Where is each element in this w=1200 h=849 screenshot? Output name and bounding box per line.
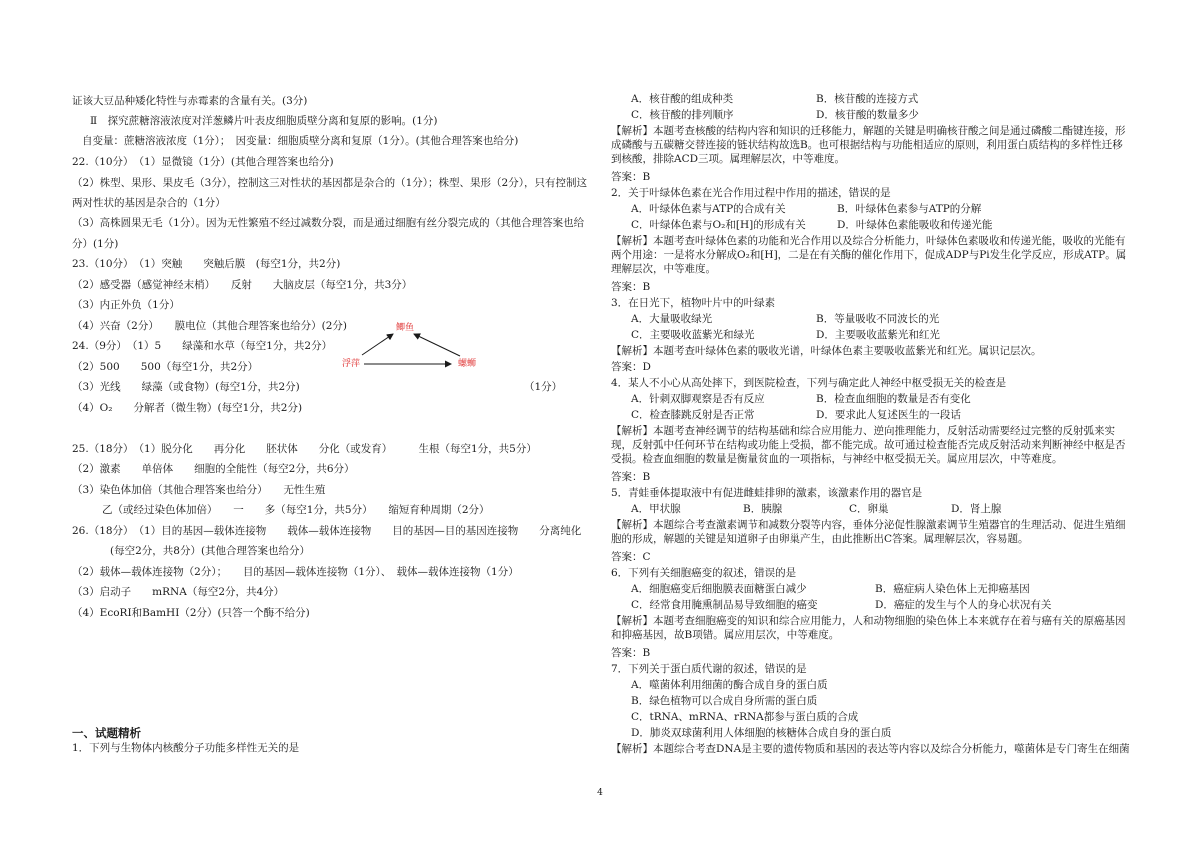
text-line: （3）光线 绿藻（或食物）(每空1分，共2分) — [72, 381, 300, 393]
analysis-text: 【解析】本题综合考查激素调节和减数分裂等内容，垂体分泌促性腺激素调节生殖器官的生理活动、促进生殖细胞的形成，解题的关键是知道卵子由卵巢产生，由此推断出C答案。属理解层次，容易题。 — [611, 519, 1126, 546]
analysis-text: 【解析】本题考查核酸的结构内容和知识的迁移能力，解题的关键是明确核苷酸之间是通过磷酸二酯键连接，形成磷酸与五碳糖交替连接的链状结构故选B。也可根据结构与功能相适应的原则，利用蛋白质结构的多样性迁移到核酸，排除ACD三项。属理解层次，中等难度。 — [611, 125, 1126, 166]
text-line: （2）500 500（每空1分，共2分） — [72, 361, 259, 373]
text-line: 22.（10分） （1）显微镜（1分）(其他合理答案也给分) — [72, 156, 334, 168]
option-text: C．检查膝跳反射是否正常 — [631, 409, 755, 421]
option-text: D．主要吸收蓝紫光和红光 — [816, 329, 940, 341]
text-line: Ⅱ 探究蔗糖溶液浓度对洋葱鳞片叶表皮细胞质壁分离和复原的影响。(1分) — [90, 115, 438, 127]
text-line: 两对性状的基因是杂合的（1分） — [72, 197, 226, 209]
option-text: A．噬菌体利用细菌的酶合成自身的蛋白质 — [631, 679, 828, 691]
arrow-left-to-top — [362, 334, 393, 355]
option-text: C．tRNA、mRNA、rRNA都参与蛋白质的合成 — [631, 711, 859, 723]
option-text: A．甲状腺 — [631, 503, 681, 515]
option-text: C．卵巢 — [849, 503, 889, 515]
text-line: 24.（9分） （1）5 绿藻和水草（每空1分，共2分） — [72, 340, 333, 352]
question-text: 3．在日光下，植物叶片中的叶绿素 — [611, 297, 776, 309]
page-number: 4 — [597, 788, 603, 798]
text-line: （3）启动子 mRNA（每空2分，共4分） — [72, 586, 285, 598]
option-text: D．要求此人复述医生的一段话 — [816, 409, 961, 421]
text-line: 自变量：蔗糖溶液浓度（1分）； 因变量：细胞质壁分离和复原（1分）。(其他合理答案也给分) — [82, 135, 519, 147]
text-line: （3）内正外负（1分） — [72, 299, 180, 311]
answer-text: 答案：B — [611, 281, 651, 293]
diagram-label-right: 螺蛳 — [458, 359, 477, 369]
answer-text: 答案：B — [611, 471, 651, 483]
text-line: 分）(1分) — [72, 238, 119, 250]
option-text: D．核苷酸的数量多少 — [816, 109, 919, 121]
text-line: 乙（或经过染色体加倍） 一 多（每空1分，共5分） 缩短育种周期（2分） — [102, 504, 490, 516]
text-line: （2）激素 单倍体 细胞的全能性（每空2分，共6分） — [72, 463, 355, 475]
option-text: A．叶绿体色素与ATP的合成有关 — [631, 203, 786, 215]
section-heading: 一、试题精析 — [72, 726, 141, 740]
option-text: B．绿色植物可以合成自身所需的蛋白质 — [631, 695, 818, 707]
option-text: C．经常食用腌熏制品易导致细胞的癌变 — [631, 599, 818, 611]
question-text: 2．关于叶绿体色素在光合作用过程中作用的描述，错误的是 — [611, 187, 891, 199]
text-line: （4）兴奋（2分） 膜电位（其他合理答案也给分）(2分) — [72, 320, 347, 332]
text-line: （2）感受器（感觉神经末梢） 反射 大脑皮层（每空1分，共3分） — [72, 279, 413, 291]
text-line: 23.（10分） （1）突触 突触后膜 (每空1分，共2分) — [72, 258, 341, 270]
option-text: C．核苷酸的排列顺序 — [631, 109, 734, 121]
text-line: （1分） — [524, 381, 563, 393]
text-line: （4）O₂ 分解者（微生物）(每空1分，共2分) — [72, 402, 303, 414]
question-text: 6．下列有关细胞癌变的叙述，错误的是 — [611, 567, 797, 579]
text-line: （4）EcoRI和BamHI（2分）(只答一个酶不给分) — [72, 607, 310, 619]
question-text: 5．青蛙垂体提取液中有促进雌蛙排卵的激素，该激素作用的器官是 — [611, 487, 923, 499]
analysis-text: 【解析】本题考查叶绿体色素的功能和光合作用以及综合分析能力，叶绿体色素吸收和传递光能，吸收的光能有两个用途：一是将水分解成O₂和[H]，二是在有关酶的催化作用下，促成ADP与Pi发生化学反应，形成ATP。属理解层次，中等难度。 — [611, 235, 1127, 276]
option-text: D．肺炎双球菌利用人体细胞的核糖体合成自身的蛋白质 — [631, 727, 892, 739]
diagram-label-top: 鲫鱼 — [396, 323, 415, 333]
analysis-text: 【解析】本题考查细胞癌变的知识和综合应用能力，人和动物细胞的染色体上本来就存在着与癌有关的原癌基因和抑癌基因，故B项错。属应用层次，中等难度。 — [611, 615, 1126, 642]
text-line: 25.（18分） （1）脱分化 再分化 胚状体 分化（或发育） 生根（每空1分，共5分） — [72, 443, 537, 455]
option-text: D．肾上腺 — [951, 503, 1002, 515]
answer-text: 答案：B — [611, 171, 651, 183]
answer-text: 答案：B — [611, 647, 651, 659]
diagram-label-left: 浮萍 — [342, 359, 361, 369]
text-line: （2）载体—载体连接物（2分）； 目的基因—载体连接物（1分）、 载体—载体连接物（1分） — [72, 566, 519, 578]
question-text: 7．下列关于蛋白质代谢的叙述，错误的是 — [611, 663, 807, 675]
option-text: B．核苷酸的连接方式 — [816, 93, 919, 105]
option-text: D．叶绿体色素能吸收和传递光能 — [837, 219, 993, 231]
question-text: 4．某人不小心从高处摔下，到医院检查，下列与确定此人神经中枢受损无关的检查是 — [611, 377, 1007, 389]
option-text: A．细胞癌变后细胞膜表面糖蛋白减少 — [631, 583, 807, 595]
option-text: C．叶绿体色素与O₂和[H]的形成有关 — [631, 219, 806, 231]
analysis-text: 【解析】本题综合考查DNA是主要的遗传物质和基因的表达等内容以及综合分析能力，噬菌体是专门寄生在细菌 — [611, 743, 1130, 755]
arrow-right-to-top — [414, 334, 460, 356]
question-text: 1．下列与生物体内核酸分子功能多样性无关的是 — [72, 742, 300, 754]
option-text: B．胰腺 — [743, 503, 783, 515]
option-text: A．针刺双脚观察是否有反应 — [631, 393, 765, 405]
option-text: B．检查血细胞的数量是否有变化 — [816, 393, 971, 405]
analysis-text: 【解析】本题考查神经调节的结构基础和综合应用能力、逆向推理能力，反射活动需要经过完整的反射弧来实现，反射弧中任何环节在结构或功能上受损，都不能完成。故可通过检查能否完成反射活动来判断神经中枢是否受损。检查血细胞的数量是衡量贫血的一项指标，与神经中枢受损无关。属应用层次，中等难度。 — [611, 425, 1126, 466]
option-text: A．核苷酸的组成种类 — [631, 93, 734, 105]
option-text: D．癌症的发生与个人的身心状况有关 — [875, 599, 1052, 611]
option-text: A．大量吸收绿光 — [631, 313, 713, 325]
option-text: B．癌症病人染色体上无抑癌基因 — [875, 583, 1030, 595]
text-line: （2）株型、果形、果皮毛（3分），控制这三对性状的基因都是杂合的（1分）；株型、果形（2分），只有控制这 — [72, 177, 587, 189]
text-line: （3）高株圆果无毛（1分）。因为无性繁殖不经过减数分裂，而是通过细胞有丝分裂完成的（其他合理答案也给 — [72, 217, 585, 229]
analysis-text: 【解析】本题考查叶绿体色素的吸收光谱，叶绿体色素主要吸收蓝紫光和红光。属识记层次。 — [611, 345, 1042, 357]
text-line: 证该大豆品种矮化特性与赤霉素的含量有关。(3分) — [72, 95, 308, 107]
option-text: B．等量吸收不同波长的光 — [816, 313, 940, 325]
text-line: 26.（18分） （1）目的基因—载体连接物 载体—载体连接物 目的基因—目的基因连接物 分离纯化 — [72, 525, 582, 537]
text-line: (每空2分，共8分）(其他合理答案也给分） — [110, 545, 311, 557]
option-text: B．叶绿体色素参与ATP的分解 — [837, 203, 982, 215]
answer-text: 答案：D — [611, 361, 651, 373]
text-line: （3）染色体加倍（其他合理答案也给分） 无性生殖 — [72, 484, 326, 496]
option-text: C．主要吸收蓝紫光和绿光 — [631, 329, 755, 341]
answer-text: 答案：C — [611, 551, 651, 563]
